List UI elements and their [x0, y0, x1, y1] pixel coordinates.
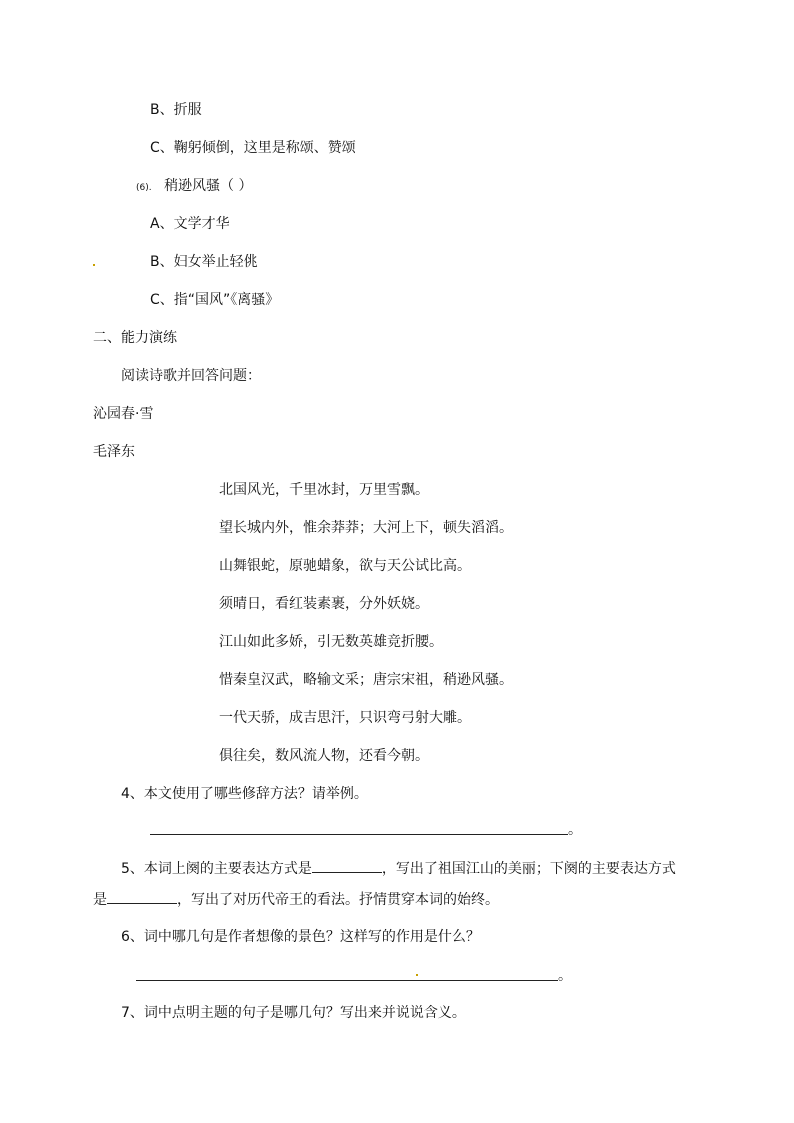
option-a: A、文学才华 — [150, 216, 230, 232]
question-5-text: ，写出了对历代帝王的看法。抒情贯穿本词的始终。 — [177, 892, 499, 908]
answer-blank — [312, 858, 382, 873]
option-c: C、指“国风”《离骚》 — [150, 292, 280, 308]
answer-line-q6 — [136, 980, 558, 981]
question-5-text: 是 — [93, 892, 107, 908]
option-b: B、妇女举止轻佻 — [150, 254, 258, 270]
question-7: 7、词中点明主题的句子是哪几句？写出来并说说含义。 — [121, 1005, 466, 1021]
poem-line: 江山如此多娇，引无数英雄竞折腰。 — [219, 634, 443, 650]
answer-end-mark: 。 — [568, 822, 582, 838]
stray-mark — [416, 974, 418, 976]
section-heading: 二、能力演练 — [93, 330, 177, 346]
question-5-text: ，写出了祖国江山的美丽；下阕的主要表达方式 — [381, 861, 676, 877]
poem-line: 惜秦皇汉武，略输文采；唐宗宋祖，稍逊风骚。 — [219, 672, 513, 688]
answer-line-q4 — [150, 834, 568, 835]
option-c-prev: C、鞠躬倾倒，这里是称颂、赞颂 — [150, 140, 356, 156]
question-6: 6、词中哪几句是作者想像的景色？这样写的作用是什么？ — [121, 929, 480, 945]
poem-line: 一代天骄，成吉思汗，只识弯弓射大雕。 — [219, 710, 471, 726]
stray-mark — [93, 264, 95, 266]
poem-author: 毛泽东 — [93, 444, 135, 460]
section-instruction: 阅读诗歌并回答问题： — [121, 368, 261, 384]
answer-end-mark: 。 — [558, 968, 572, 984]
answer-blank — [107, 889, 177, 904]
question-6-item — [136, 176, 253, 198]
question-5-line2 — [93, 889, 499, 910]
poem-line: 北国风光，千里冰封，万里雪飘。 — [219, 482, 429, 498]
question-number: (6). — [136, 183, 152, 193]
poem-line: 山舞银蛇，原驰蜡象，欲与天公试比高。 — [219, 558, 471, 574]
question-5-line1 — [121, 858, 676, 879]
question-5-text: 5、本词上阕的主要表达方式是 — [121, 861, 312, 877]
poem-line: 须晴日，看红装素裹，分外妖娆。 — [219, 596, 429, 612]
question-stem: 稍逊风骚（ ） — [164, 178, 253, 194]
poem-line: 望长城内外，惟余莽莽；大河上下，顿失滔滔。 — [219, 520, 513, 536]
poem-line: 俱往矣，数风流人物，还看今朝。 — [219, 748, 429, 764]
option-b-prev: B、折服 — [150, 102, 202, 118]
poem-title: 沁园春·雪 — [93, 406, 154, 422]
question-4: 4、本文使用了哪些修辞方法？请举例。 — [121, 786, 368, 802]
